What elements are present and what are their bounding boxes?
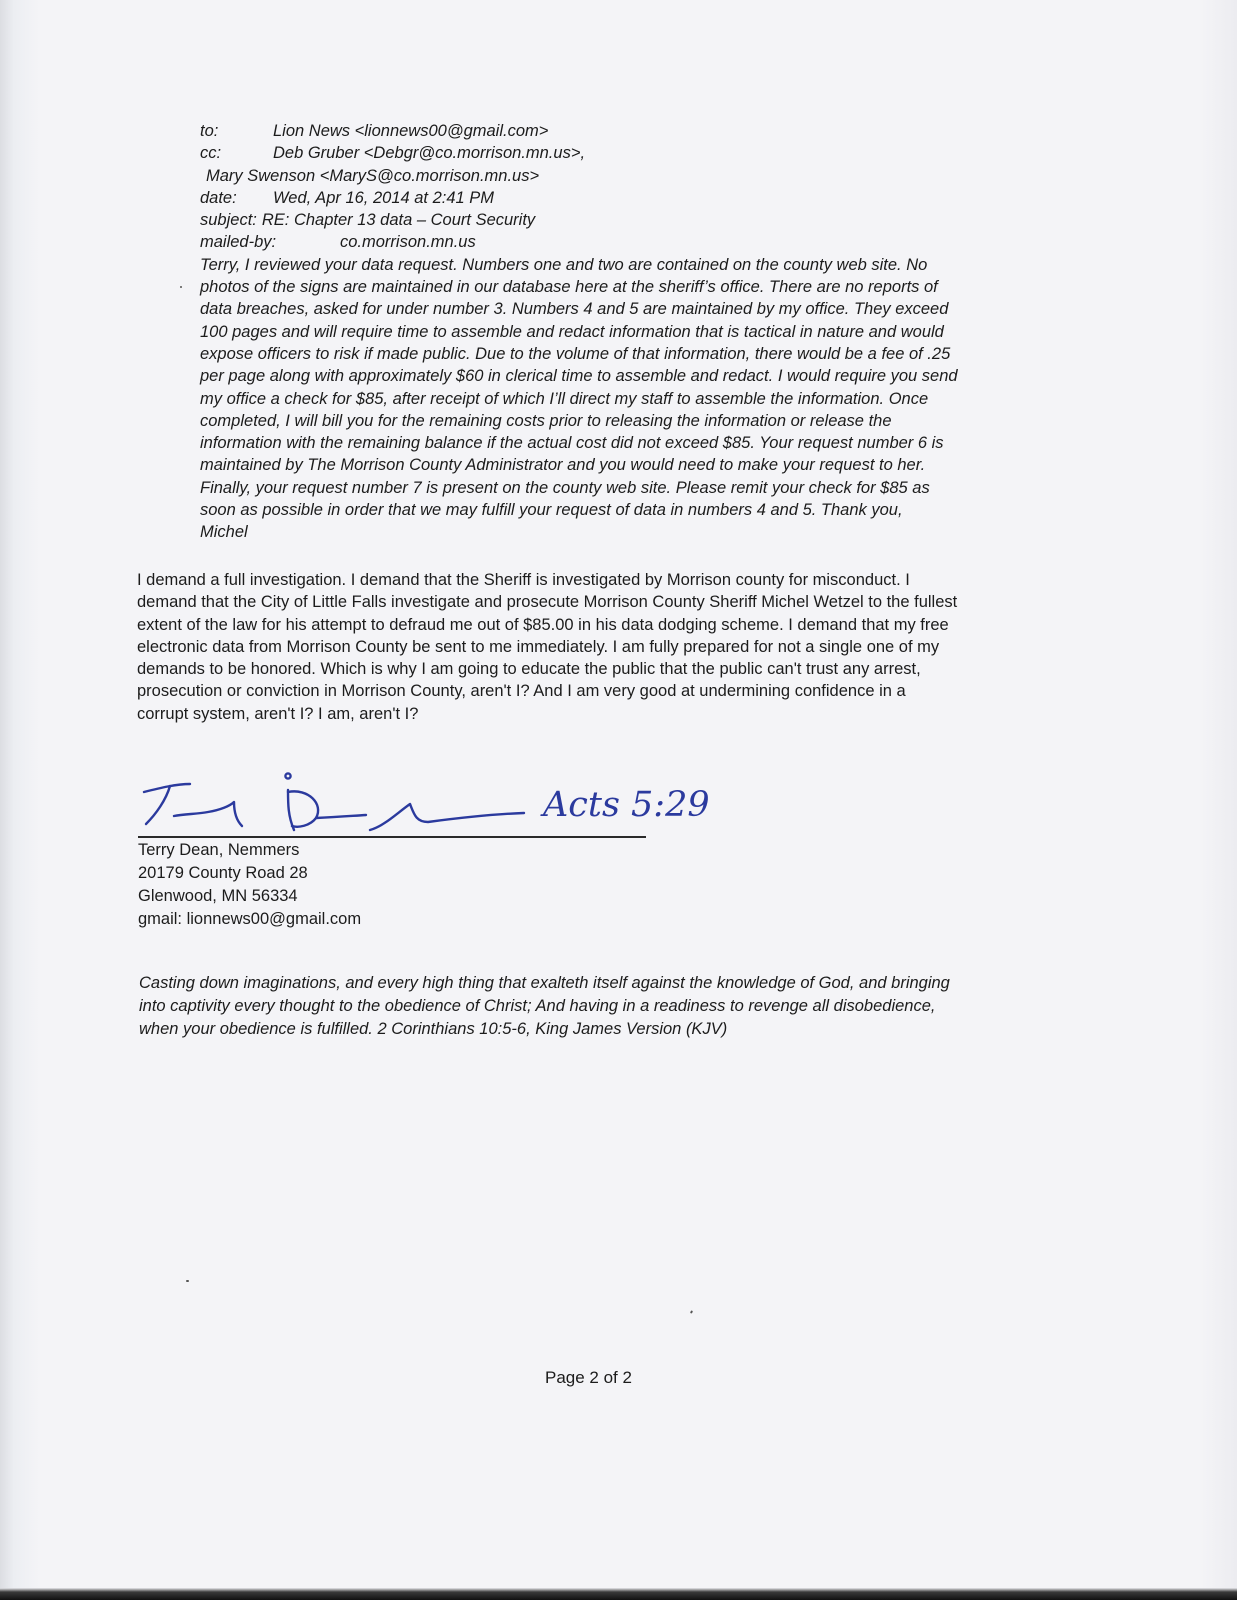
signature-acts-text: Acts 5:29 bbox=[543, 785, 710, 825]
sender-street: 20179 County Road 28 bbox=[138, 864, 308, 882]
email-sign-off: Michel bbox=[200, 523, 248, 542]
verse-line: Casting down imaginations, and every high thing that exalteth itself against the knowledge of God, and bringing bbox=[139, 974, 950, 992]
demand-paragraph bbox=[137, 569, 1117, 725]
page-number: Page 2 of 2 bbox=[545, 1368, 632, 1387]
quoted-email bbox=[200, 120, 1100, 544]
email-body-line: maintained by The Morrison County Administrator and you would need to make your request to her. bbox=[200, 456, 926, 475]
demand-line: corrupt system, aren't I? I am, aren't I? bbox=[137, 704, 419, 723]
email-body-line: 100 pages and will require time to assemble and redact information that is tactical in nature and would bbox=[200, 322, 944, 341]
email-to-row bbox=[200, 120, 1100, 142]
sender-address bbox=[138, 839, 538, 931]
scan-bottom-edge bbox=[0, 1588, 1237, 1600]
email-cc-row bbox=[200, 142, 1100, 164]
email-body-line: completed, I will bill you for the remaining costs prior to releasing the information or release the bbox=[200, 411, 892, 430]
email-to-label: to: bbox=[200, 122, 219, 140]
email-body-line: soon as possible in order that we may fulfill your request of data in numbers 4 and 5. Thank you, bbox=[200, 501, 903, 520]
sender-city: Glenwood, MN 56334 bbox=[138, 887, 298, 905]
email-to-value: Lion News <lionnews00@gmail.com> bbox=[273, 122, 549, 140]
handwritten-signature bbox=[138, 770, 778, 840]
signature-ink bbox=[144, 773, 710, 830]
email-mailed-by-label: mailed-by: bbox=[200, 233, 277, 252]
sender-gmail: gmail: lionnews00@gmail.com bbox=[138, 910, 362, 928]
email-subject-row bbox=[200, 209, 1100, 231]
email-body-line: per page along with approximately $60 in clerical time to assemble and redact. I would require you send bbox=[200, 367, 958, 386]
email-body-line: Terry, I reviewed your data request. Numbers one and two are contained on the county web site. No bbox=[200, 255, 928, 274]
scan-speck bbox=[180, 286, 182, 288]
email-cc-value-2: Mary Swenson <MaryS@co.morrison.mn.us> bbox=[206, 166, 540, 185]
scripture-quote bbox=[139, 972, 1099, 1041]
demand-line: demands to be honored. Which is why I am going to educate the public that the public can't trust any arrest, bbox=[137, 660, 921, 679]
email-body-line: photos of the signs are maintained in our database here at the sheriff’s office. There are no reports of bbox=[200, 278, 938, 297]
scan-speck bbox=[186, 1280, 189, 1282]
sender-name: Terry Dean, Nemmers bbox=[138, 841, 300, 859]
email-body-line: information with the remaining balance if the actual cost did not exceed $85. Your request number 6 is bbox=[200, 434, 944, 453]
email-body-line: my office a check for $85, after receipt of which I’ll direct my staff to assemble the information. Once bbox=[200, 389, 929, 408]
verse-line: when your obedience is fulfilled. 2 Corinthians 10:5-6, King James Version (KJV) bbox=[139, 1020, 728, 1038]
email-body-line: data breaches, asked for under number 3. Numbers 4 and 5 are maintained by my office. They exceed bbox=[200, 300, 949, 319]
email-date-row bbox=[200, 187, 1100, 209]
email-date-value: Wed, Apr 16, 2014 at 2:41 PM bbox=[273, 188, 495, 207]
email-subject-label: subject: bbox=[200, 211, 257, 230]
email-body-line: Finally, your request number 7 is present on the county web site. Please remit your check for $85 as bbox=[200, 478, 930, 497]
demand-line: electronic data from Morrison County be sent to me immediately. I am fully prepared for not a single one of my bbox=[137, 637, 940, 656]
email-body-line: expose officers to risk if made public. Due to the volume of that information, there would be a fee of .25 bbox=[200, 344, 951, 363]
email-mailed-by-row bbox=[200, 231, 1100, 253]
verse-line: into captivity every thought to the obedience of Christ; And having in a readiness to revenge all disobedience, bbox=[139, 997, 936, 1015]
email-subject-value: RE: Chapter 13 data – Court Security bbox=[261, 211, 536, 230]
email-cc-label: cc: bbox=[200, 144, 222, 163]
email-body bbox=[200, 254, 1100, 544]
email-mailed-by-value: co.morrison.mn.us bbox=[340, 233, 476, 252]
demand-line: I demand a full investigation. I demand that the Sheriff is investigated by Morrison county for misconduct. I bbox=[137, 571, 910, 589]
demand-line: demand that the City of Little Falls investigate and prosecute Morrison County Sheriff Michel Wetzel to the fullest bbox=[137, 593, 958, 612]
signature-area bbox=[138, 770, 778, 840]
email-cc-row-2 bbox=[200, 165, 1100, 187]
email-date-label: date: bbox=[200, 188, 237, 207]
demand-line: prosecution or conviction in Morrison County, aren't I? And I am very good at undermining confidence in a bbox=[137, 682, 906, 701]
demand-line: extent of the law for his attempt to defraud me out of $85.00 in his data dodging scheme. I demand that my free bbox=[137, 615, 949, 634]
email-cc-value: Deb Gruber <Debgr@co.morrison.mn.us>, bbox=[273, 144, 586, 163]
